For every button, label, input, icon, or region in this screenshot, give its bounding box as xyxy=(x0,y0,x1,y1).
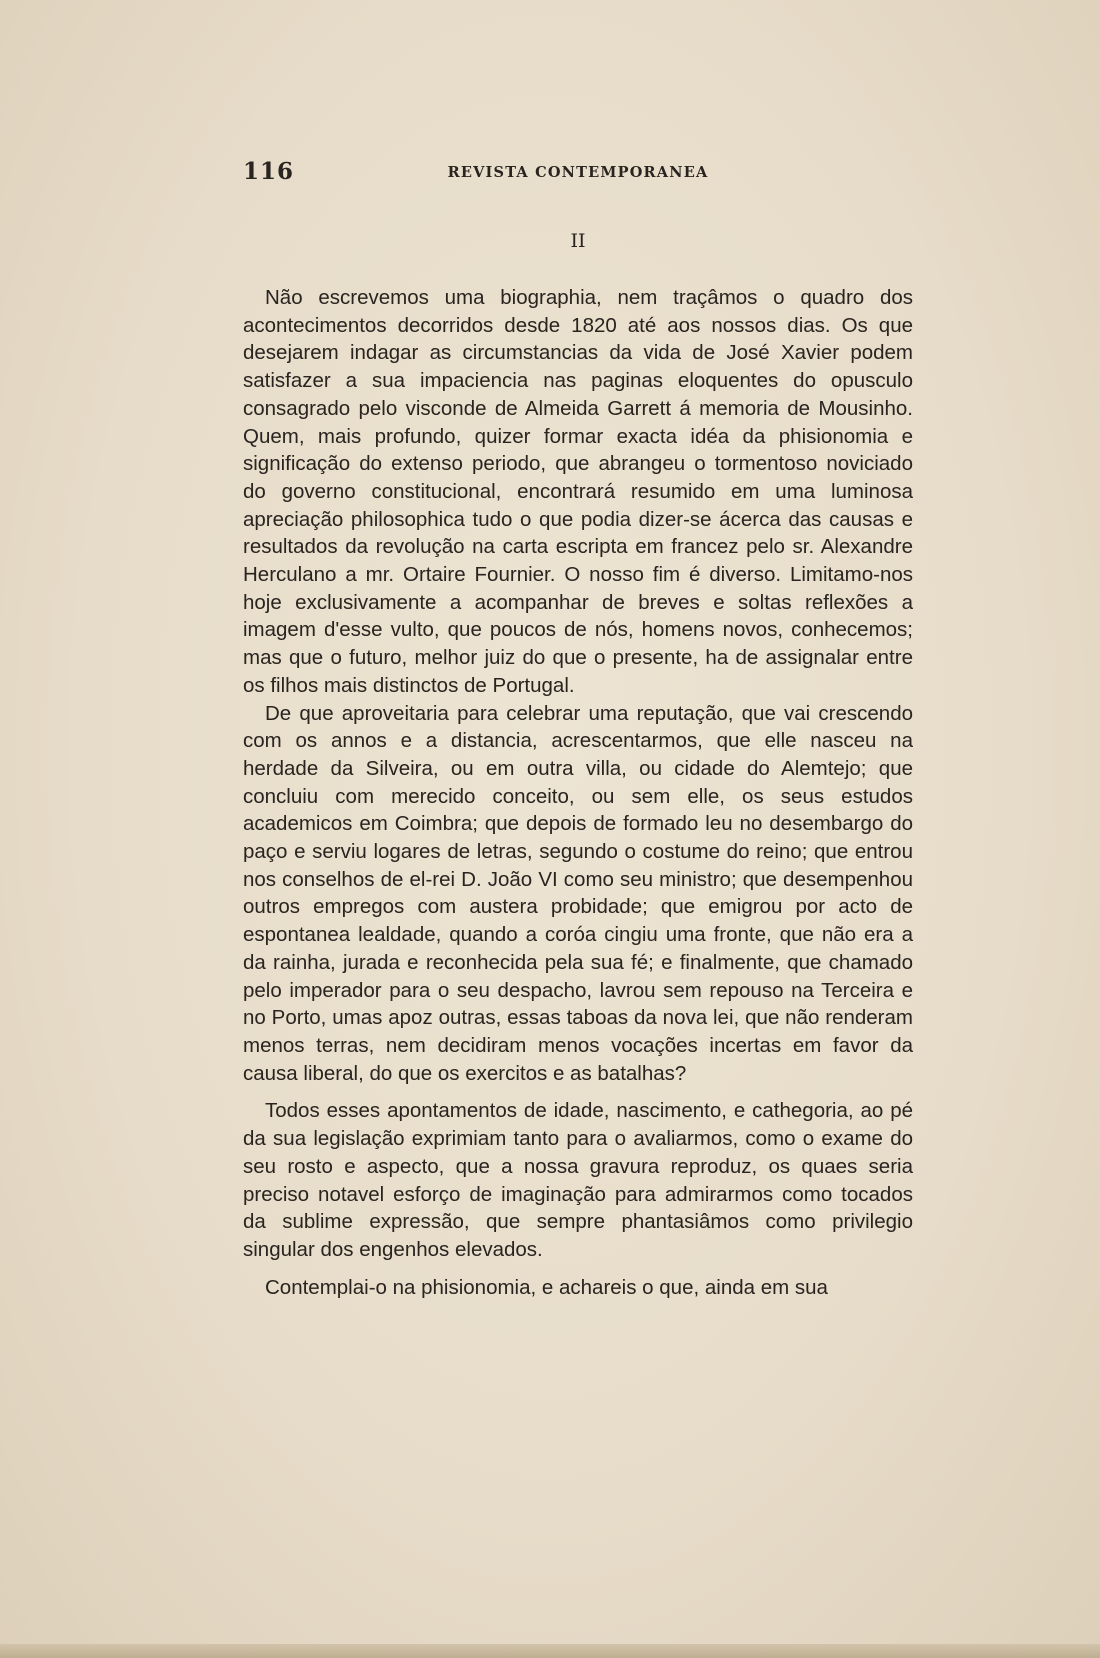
paragraph-1: Não escrevemos uma biographia, nem traçâmos o quadro dos acontecimentos decorridos desde 1820 até aos nossos dias. Os que desejarem indagar as circumstancias da vida de José Xavier podem satisfazer a sua impaciencia nas paginas eloquentes do opusculo consagrado pelo visconde de Almeida Garrett á memoria de Mousinho. Quem, mais profundo, quizer formar exacta idéa da phisionomia e significação do extenso periodo, que abrangeu o tormentoso noviciado do governo constitucional, encontrará resumido em uma luminosa apreciação philosophica tudo o que podia dizer-se ácerca das causas e resultados da revolução na carta escripta em francez pelo sr. Alexandre Herculano a mr. Ortaire Fournier. O nosso fim é diverso. Limitamo-nos hoje exclusivamente a acompanhar de breves e soltas reflexões a imagem d'esse vulto, que poucos de nós, homens novos, conhecemos; mas que o futuro, melhor juiz do que o presente, ha de assignalar entre os filhos mais distinctos de Portugal. xyxy=(243,286,913,697)
paragraph-3: Todos esses apontamentos de idade, nascimento, e cathegoria, ao pé da sua legislação exprimiam tanto para o avaliarmos, como o exame do seu rosto e aspecto, que a nossa gravura reproduz, os quaes seria preciso notavel esforço de imaginação para admirarmos como tocados da sublime expressão, que sempre phantasiâmos como privilegio singular dos engenhos elevados. xyxy=(243,1099,913,1261)
page-number: 116 xyxy=(243,158,295,185)
section-numeral: II xyxy=(570,230,586,252)
paragraph-4: Contemplai-o na phisionomia, e achareis o que, ainda em sua xyxy=(265,1275,828,1299)
page-header xyxy=(243,158,913,192)
paragraph-2: De que aproveitaria para celebrar uma reputação, que vai crescendo com os annos e a distancia, acrescentarmos, que elle nasceu na herdade da Silveira, ou em outra villa, ou cidade do Alemtejo; que concluiu com merecido conceito, ou sem elle, os seus estudos academicos em Coimbra; que depois de formado leu no desembargo do paço e serviu logares de letras, segundo o costume do reino; que entrou nos conselhos de el-rei D. João VI como seu ministro; que desempenhou outros empregos com austera probidade; que emigrou por acto de espontanea lealdade, quando a coróa cingiu uma fronte, que não era a da rainha, jurada e reconhecida pela sua fé; e finalmente, que chamado pelo imperador para o seu despacho, lavrou sem repouso na Terceira e no Porto, umas apoz outras, essas taboas da nova lei, que não renderam menos terras, nem decidiram menos vocações incertas em favor da causa liberal, do que os exercitos e as batalhas? xyxy=(243,701,913,1085)
body-text xyxy=(243,284,913,1301)
running-head: REVISTA CONTEMPORANEA xyxy=(447,164,709,181)
page-bottom-edge xyxy=(0,1644,1100,1658)
